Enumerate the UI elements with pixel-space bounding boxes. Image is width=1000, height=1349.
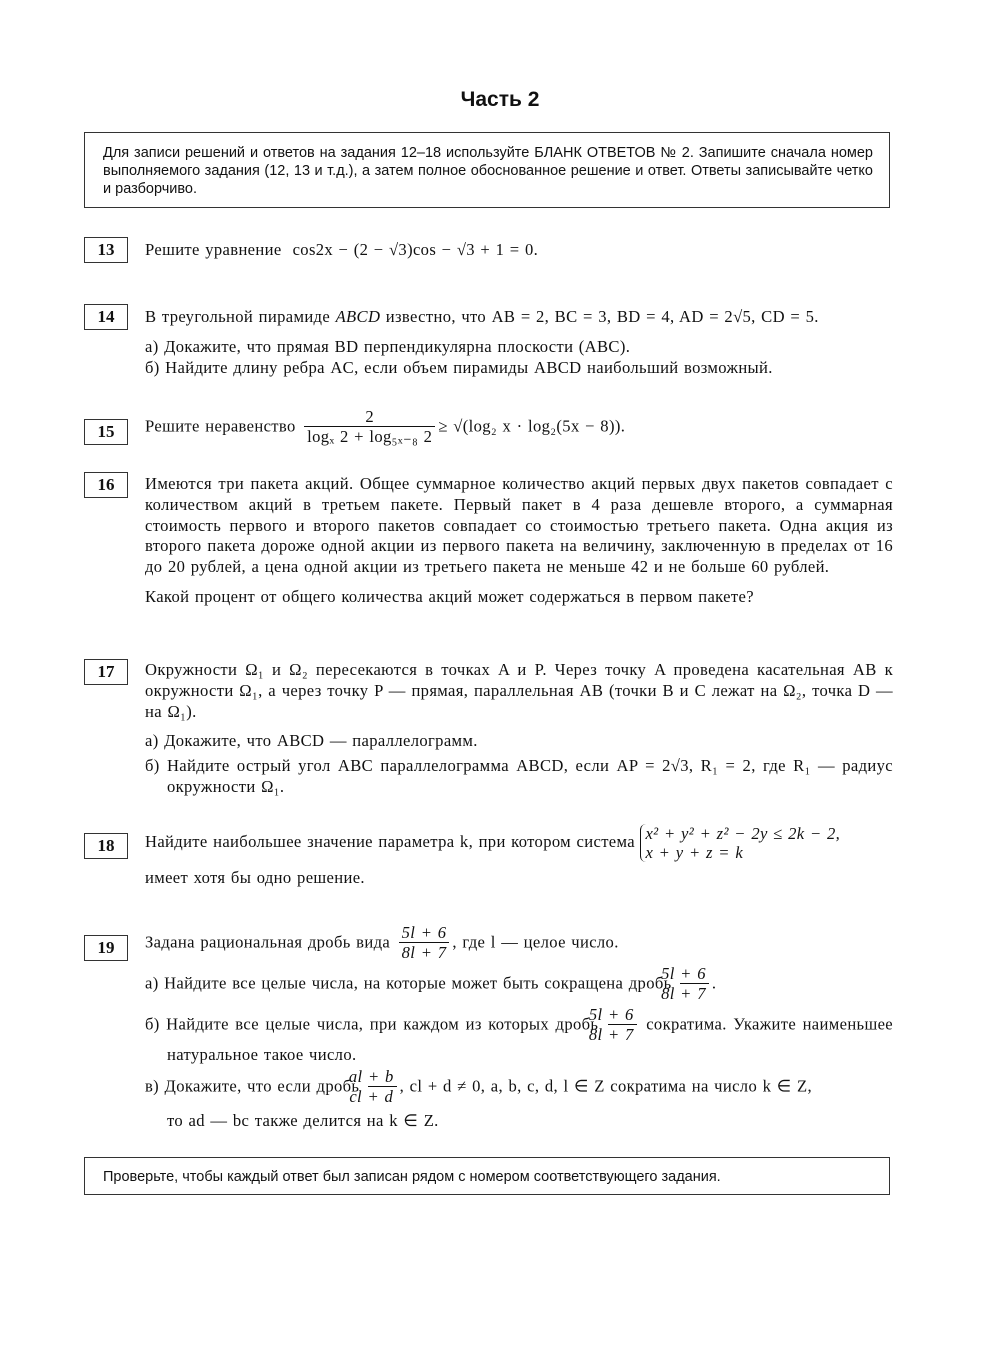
task-16-text: Имеются три пакета акций. Общее суммарное количество акций первых двух пакетов совпадает с количеством акций в третьем пакете. Первый пакет в 4 раза дешевле второго, а суммарная стоимость первого и второго пакетов совпадает со стоимостью третьего пакета. Одна акция из второго пакета дороже одной акции из первого пакета на величину, заключенную в пределах от 16 до 20 рублей, а цена одной акции из третьего пакета не меньше 42 и не больше 60 рублей. bbox=[145, 474, 893, 577]
task-19-part-b-1: б) Найдите все целые числа, при каждом из которых дробь bbox=[145, 1014, 599, 1034]
task-15-rhs: ≥ √(log₂ x · log₂(5x − 8)). bbox=[438, 416, 626, 436]
task-17-part-a: а) Докажите, что ABCD — параллелограмм. bbox=[145, 731, 478, 751]
task-19-part-a: а) Найдите все целые числа, на которые может быть сокращена дробь bbox=[145, 973, 672, 993]
fraction-numerator: 5l + 6 bbox=[608, 1006, 637, 1025]
fraction-numerator: 5l + 6 bbox=[680, 965, 709, 984]
page-title: Часть 2 bbox=[460, 88, 540, 111]
fraction-numerator: 5l + 6 bbox=[399, 924, 450, 943]
fraction-denominator: 8l + 7 bbox=[661, 984, 706, 1003]
task-14-part-a: а) Докажите, что прямая BD перпендикулярна плоскости (ABC). bbox=[145, 336, 631, 356]
task-13 bbox=[145, 240, 893, 261]
task-15-number: 15 bbox=[84, 419, 128, 445]
instructions-text: Для записи решений и ответов на задания 12–18 используйте БЛАНК ОТВЕТОВ № 2. Запишите сначала номер выполняемого задания (12, 13 и т.д.), а затем полное обоснованное решение и ответ. Ответы записывайте четко и разборчиво. bbox=[103, 145, 873, 197]
task-19-part-c-3: то ad — bc также делится на k ∈ Z. bbox=[167, 1110, 439, 1130]
task-15-numerator: 2 bbox=[304, 408, 435, 427]
task-16-question: Какой процент от общего количества акций может содержаться в первом пакете? bbox=[145, 586, 754, 606]
task-18-tail: имеет хотя бы одно решение. bbox=[145, 868, 365, 887]
task-18-system bbox=[640, 824, 840, 862]
task-15-lead: Решите неравенство bbox=[145, 416, 296, 436]
task-18-number: 18 bbox=[84, 833, 128, 859]
task-18-lead: Найдите наибольшее значение параметра k, при котором система bbox=[145, 831, 635, 851]
task-19-part-a-fraction bbox=[661, 964, 709, 1004]
task-14-values: AB = 2, BC = 3, BD = 4, AD = 2√5, CD = 5. bbox=[491, 307, 819, 326]
footer-text: Проверьте, чтобы каждый ответ был записан рядом с номером соответствующего задания. bbox=[103, 1169, 721, 1185]
instructions-box bbox=[84, 132, 890, 208]
task-13-lead: Решите уравнение bbox=[145, 240, 282, 259]
task-16 bbox=[145, 474, 893, 608]
task-19-part-c-1: в) Докажите, что если дробь bbox=[145, 1076, 360, 1096]
task-19-part-c-2: , cl + d ≠ 0, a, b, c, d, l ∈ Z сократима на число k ∈ Z, bbox=[399, 1076, 813, 1096]
task-19-part-b-fraction bbox=[588, 1005, 637, 1045]
fraction-denominator: 8l + 7 bbox=[588, 1025, 634, 1044]
task-15-fraction bbox=[304, 408, 435, 447]
task-17-text: Окружности Ω₁ и Ω₂ пересекаются в точках A и P. Через точку A проведена касательная AB к окружности Ω₁, а через точку P — прямая, параллельная AB (точки B и C лежат на Ω₂, точка D — на Ω₁). bbox=[145, 660, 893, 721]
task-19: Задана рациональная дробь вида $\frac{5l + 6}{8l + 7}$ , где l — целое число. а) Найдите все целые числа, на которые может быть сокращена дробь $\frac{5l + 6}{8l + 7}$ . б) Найдите все целые числа, при каждом из которых дробь $\frac{5l + 6}{8l + 7}$ сократима. Укажите наименьшее натуральное такое число. в) Докажите, что если дробь $\frac{al + b}{cl + d}$ , cl + d ≠ 0, a, b, c, d, l ∈ Z сократима на число k ∈ Z, то ad — bc также делится на k ∈ Z. bbox=[145, 923, 894, 1130]
fraction-denominator: cl + d bbox=[349, 1086, 394, 1106]
task-14-known: известно, что bbox=[385, 307, 487, 326]
footer-box bbox=[84, 1157, 890, 1195]
task-16-number: 16 bbox=[84, 472, 128, 498]
task-14-lead: В треугольной пирамиде bbox=[145, 307, 331, 326]
task-14 bbox=[145, 307, 893, 378]
task-19-lead: Задана рациональная дробь вида bbox=[145, 932, 391, 952]
task-13-number: 13 bbox=[84, 237, 128, 263]
task-19-lead-tail: , где l — целое число. bbox=[452, 932, 619, 952]
task-15 bbox=[145, 408, 893, 447]
fraction-denominator: 8l + 7 bbox=[401, 943, 447, 962]
task-19-number: 19 bbox=[84, 935, 128, 961]
task-14-pyramid: ABCD bbox=[335, 307, 381, 326]
task-14-number: 14 bbox=[84, 304, 128, 330]
task-14-part-b: б) Найдите длину ребра AC, если объем пирамиды ABCD наибольший возможный. bbox=[145, 357, 773, 377]
fraction-numerator: al + b bbox=[368, 1068, 397, 1087]
task-17-number: 17 bbox=[84, 659, 128, 685]
task-13-formula: cos2x − (2 − √3)cos − √3 + 1 = 0. bbox=[292, 240, 539, 259]
task-18-eq2: x + y + z = k bbox=[645, 843, 744, 862]
task-19-part-b-2: сократима. Укажите наименьшее натуральное такое число. bbox=[167, 1014, 894, 1064]
task-19-part-c-fraction bbox=[348, 1066, 397, 1107]
task-18 bbox=[145, 824, 893, 889]
task-19-fraction bbox=[399, 924, 450, 963]
task-18-eq1: x² + y² + z² − 2y ≤ 2k − 2, bbox=[645, 824, 841, 843]
task-15-denominator: logₓ 2 + log₅ₓ₋₈ 2 bbox=[307, 427, 433, 446]
task-17 bbox=[145, 660, 893, 798]
task-17-part-b: б) Найдите острый угол ABC параллелограмма ABCD, если AP = 2√3, R₁ = 2, где R₁ — радиус окружности Ω₁. bbox=[145, 756, 893, 796]
